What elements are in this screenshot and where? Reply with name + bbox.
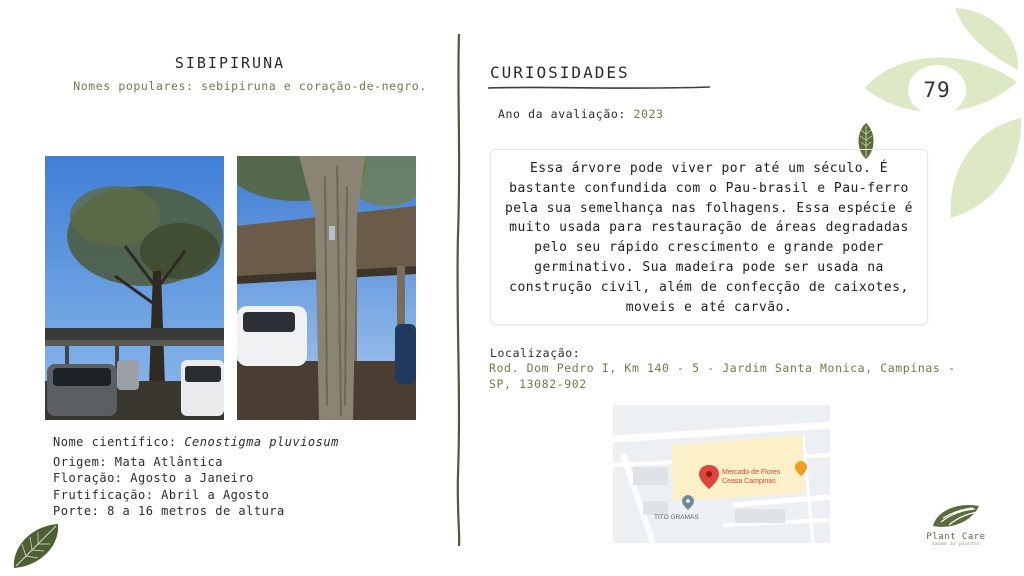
- curiosities-text: Essa árvore pode viver por até um século. É bastante confundida com o Pau-brasil e Pau-ferro pela sua semelhança nas folhagens. Essa espécie é muito usada para restauração de áreas degradadas pelo seu rápido crescimento e grande poder germinativo. Sua madeira pode ser usada na construção civil, além de confecção de caixotes, moveis e até carvão.: [490, 149, 928, 325]
- column-divider: [452, 34, 466, 546]
- flowering: Floração: Agosto a Janeiro: [53, 471, 254, 486]
- page-number: 79: [923, 78, 951, 102]
- brand-logo: [918, 500, 994, 547]
- evaluation-year-row: [498, 107, 664, 121]
- curiosities-title: CURIOSIDADES: [490, 63, 630, 82]
- trunk-photo: [237, 156, 416, 420]
- size: Porte: 8 a 16 metros de altura: [53, 504, 285, 519]
- bottom-leaf-icon: [8, 520, 64, 572]
- brand-leaf-icon: [931, 500, 981, 530]
- title-underline: [488, 84, 710, 92]
- species-title: SIBIPIRUNA: [174, 54, 286, 72]
- brand-tagline: saúde às plantas: [931, 542, 981, 547]
- brand-name: Plant Care: [926, 532, 986, 542]
- popular-names: Nomes populares: sebipiruna e coração-de-negro.: [73, 79, 427, 93]
- evaluation-year-label: Ano da avaliação:: [498, 107, 626, 121]
- location-address: Rod. Dom Pedro I, Km 140 - 5 - Jardim Santa Monica, Campinas - SP, 13082-902: [489, 361, 956, 391]
- fruiting: Frutificação: Abril a Agosto: [53, 487, 270, 502]
- map-place-subname: Ceasa Campinas: [722, 478, 776, 485]
- location-map[interactable]: [613, 405, 830, 543]
- scientific-name-row: [53, 434, 339, 451]
- origin: Origem: Mata Atlântica: [53, 454, 223, 469]
- evaluation-year-value: 2023: [633, 107, 664, 121]
- scientific-name-label: Nome científico:: [53, 435, 177, 449]
- tree-photo: [45, 156, 224, 420]
- map-secondary-place: TITO GRAMAS: [654, 514, 699, 521]
- scientific-name-value: Cenostigma pluviosum: [184, 435, 339, 449]
- species-facts: [53, 434, 339, 520]
- map-place-name: Mercado de Flores: [722, 469, 781, 476]
- location-label: Localização:: [490, 346, 581, 360]
